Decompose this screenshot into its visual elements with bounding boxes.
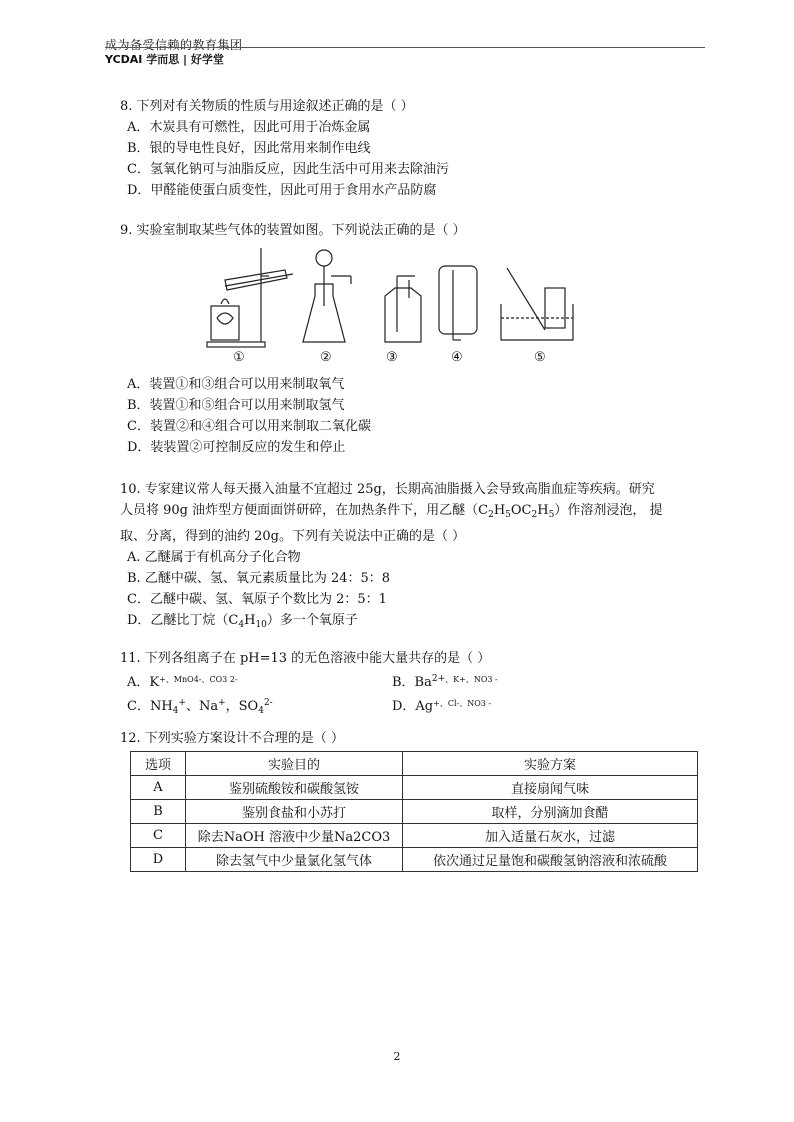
- apparatus-1: [207, 248, 293, 347]
- label-apparatus-4: ④: [451, 350, 463, 365]
- q11-option-a: A．$K^{+、MnO4-、CO3 2-}$: [127, 675, 238, 690]
- q10-option-c: C．乙醚中碳、氢、氧原子个数比为 2：5：1: [127, 592, 387, 607]
- q9-option-a: A．装置①和③组合可以用来制取氧气: [127, 377, 345, 392]
- table-cell: 加入适量石灰水，过滤: [403, 824, 698, 848]
- table-header-option: 选项: [131, 752, 186, 776]
- label-apparatus-2: ②: [320, 350, 332, 365]
- apparatus-2: [303, 250, 351, 342]
- header-logo: [105, 51, 224, 67]
- q8-option-c: C．氢氧化钠可与油脂反应，因此生活中可用来去除油污: [127, 162, 449, 177]
- experiment-table: [130, 751, 698, 872]
- table-cell: 取样，分别滴加食醋: [403, 800, 698, 824]
- apparatus-5: [501, 268, 573, 340]
- logo-text: YCDAI 学而思 | 好学堂: [105, 53, 224, 66]
- q11-option-c: C．$NH_4^+$、Na+，$SO_4^{2-}$: [127, 698, 273, 716]
- apparatus-figure: [205, 246, 575, 370]
- q9-option-b: B．装置①和⑤组合可以用来制取氢气: [127, 398, 345, 413]
- q11-stem: 11. 下列各组离子在 pH=13 的无色溶液中能大量共存的是（ ）: [120, 651, 491, 666]
- question-9-stem: [120, 220, 700, 241]
- q8-option-a: A．木炭具有可燃性，因此可用于冶炼金属: [127, 120, 371, 135]
- question-11: [120, 648, 700, 722]
- table-cell: 鉴别硫酸铵和碳酸氢铵: [186, 776, 403, 800]
- table-header-row: [131, 752, 698, 776]
- q10-line-2: 人员将 90g 油炸型方便面面饼研碎，在加热条件下，用乙醚$(C_2H_5OC_2H_5)$作溶剂浸泡， 提: [120, 503, 663, 520]
- label-apparatus-5: ⑤: [534, 350, 546, 365]
- label-apparatus-3: ③: [386, 350, 398, 365]
- q10-line-3: 取、分离，得到的油约 20g。下列有关说法中正确的是（ ）: [120, 529, 466, 544]
- q11-options-row-2: [120, 693, 700, 722]
- apparatus-drawing: [205, 246, 575, 350]
- q10-line-1: 10. 专家建议常人每天摄入油量不宜超过 25g，长期高油脂摄入会导致高脂血症等疾病。研究: [120, 482, 655, 497]
- table-row: [131, 776, 698, 800]
- table-cell: C: [131, 824, 186, 848]
- q9-option-d: D．装装置②可控制反应的发生和停止: [127, 440, 346, 455]
- header-rule: [105, 47, 705, 48]
- apparatus-3: [385, 276, 421, 342]
- label-apparatus-1: ①: [233, 350, 245, 365]
- q10-option-d: D．乙醚比丁烷$(C_4H_{10})$多一个氧原子: [127, 613, 358, 630]
- header-slogan: 成为备受信赖的教育集团: [105, 38, 243, 52]
- question-9-options: [120, 374, 700, 458]
- table-header-purpose: 实验目的: [186, 752, 403, 776]
- q12-stem: 12. 下列实验方案设计不合理的是（ ）: [120, 731, 344, 746]
- q11-options-row-1: [120, 669, 700, 693]
- table-cell: B: [131, 800, 186, 824]
- q10-option-a: A. 乙醚属于有机高分子化合物: [127, 550, 301, 565]
- q9-stem: 9. 实验室制取某些气体的装置如图。下列说法正确的是（ ）: [120, 223, 466, 238]
- table-cell: 直接扇闻气味: [403, 776, 698, 800]
- table-cell: 依次通过足量饱和碳酸氢钠溶液和浓硫酸: [403, 848, 698, 872]
- table-cell: 除去NaOH 溶液中少量Na2CO3: [186, 824, 403, 848]
- q8-stem: 8. 下列对有关物质的性质与用途叙述正确的是（ ）: [120, 99, 414, 114]
- table-cell: A: [131, 776, 186, 800]
- table-cell: 鉴别食盐和小苏打: [186, 800, 403, 824]
- table-row: [131, 848, 698, 872]
- q8-option-b: B．银的导电性良好，因此常用来制作电线: [127, 141, 371, 156]
- q11-option-d: D．$Ag^{+、Cl-、NO3 -}$: [392, 699, 492, 714]
- table-cell: D: [131, 848, 186, 872]
- page-number: 2: [393, 1050, 401, 1063]
- question-12-stem: [120, 728, 700, 749]
- table-row: [131, 824, 698, 848]
- question-10: [120, 479, 700, 636]
- q8-option-d: D．甲醛能使蛋白质变性，因此可用于食用水产品防腐: [127, 183, 437, 198]
- table-header-plan: 实验方案: [403, 752, 698, 776]
- question-8: [120, 96, 700, 201]
- q9-option-c: C．装置②和④组合可以用来制取二氧化碳: [127, 419, 371, 434]
- q11-option-b: B．$Ba^{2+、K+、NO3 -}$: [392, 674, 498, 690]
- apparatus-4: [439, 266, 477, 340]
- q10-option-b: B. 乙醚中碳、氢、氧元素质量比为 24：5：8: [127, 571, 391, 586]
- page-header: [105, 36, 705, 66]
- table-cell: 除去氢气中少量氯化氢气体: [186, 848, 403, 872]
- table-row: [131, 800, 698, 824]
